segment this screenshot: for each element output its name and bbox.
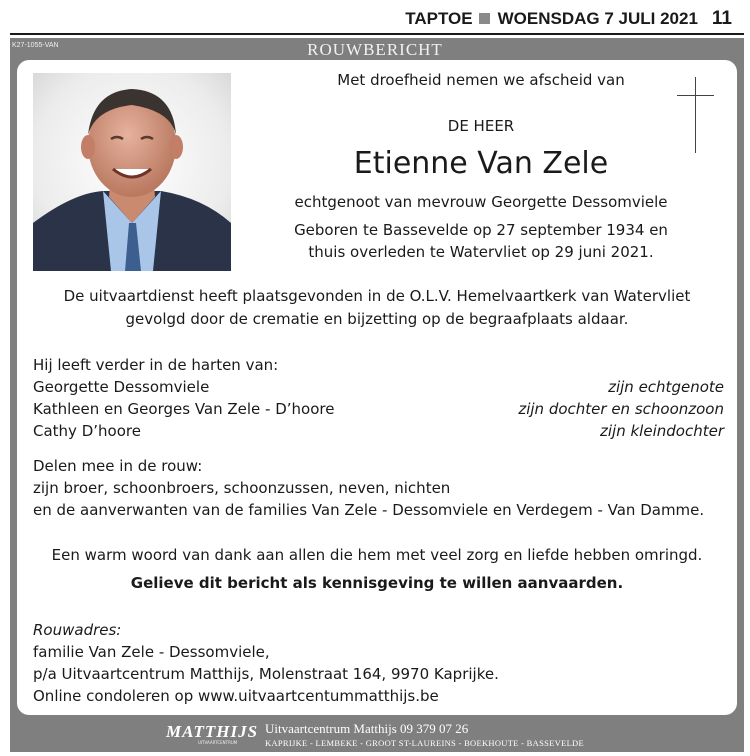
header-text [405,8,732,30]
thanks-text: Een warm woord van dank aan allen die hem met veel zorg en liefde hebben omringd. [51,546,703,564]
issue-date: WOENSDAG 7 JULI 2021 [497,9,698,28]
header-rule [10,33,744,35]
survivor-name: Kathleen en Georges Van Zele - D’hoore [33,400,335,418]
survivor-name: Georgette Dessomviele [33,378,210,396]
survivor-relation: zijn echtgenote [608,378,724,396]
survivors-heading: Hij leeft verder in de harten van: [33,356,279,374]
service-line-1: De uitvaartdienst heeft plaatsgevonden in de O.L.V. Hemelvaartkerk van Watervliet [63,287,691,305]
cross-icon-bar [677,95,714,96]
spouse-line: echtgenoot van mevrouw Georgette Dessomviele [294,193,668,211]
request-text: Gelieve dit bericht als kennisgeving te willen aanvaarden. [130,574,624,592]
reference-code: K27-1055-VAN [12,42,59,49]
notice-title: ROUWBERICHT [307,40,443,59]
death-line: thuis overleden te Watervliet op 29 juni 2021. [308,243,654,261]
birth-line: Geboren te Bassevelde op 27 september 1934 en [294,221,668,239]
paper-name: TAPTOE [405,9,473,28]
mourning-line-1: zijn broer, schoonbroers, schoonzussen, neven, nichten [33,479,451,497]
mourning-line-2: en de aanverwanten van de families Van Zele - Dessomviele en Verdegem - Van Damme. [33,501,705,519]
funeral-home-locations: KAPRIJKE - LEMBEKE - GROOT ST-LAUREINS - BOEKHOUTE - BASSEVELDE [265,738,584,748]
survivor-relation: zijn kleindochter [600,422,724,440]
mourning-heading: Delen mee in de rouw: [33,457,203,475]
survivor-name: Cathy D’hoore [33,422,141,440]
intro-text: Met droefheid nemen we afscheid van [337,71,625,89]
page-number: 11 [711,8,732,29]
salutation: DE HEER [447,117,515,135]
newspaper-header [0,0,750,38]
address-line-2: p/a Uitvaartcentrum Matthijs, Molenstraat 164, 9970 Kaprijke. [33,665,499,683]
funeral-home-logo: MATTHIJS [166,722,259,741]
address-heading: Rouwadres: [33,621,122,639]
square-bullet-icon [479,13,490,24]
deceased-name: Etienne Van Zele [353,146,609,181]
survivor-relation: zijn dochter en schoonzoon [518,400,724,418]
portrait-photo [33,73,231,271]
online-condolence-link[interactable]: Online condoleren op www.uitvaartcentummatthijs.be [33,687,439,705]
logo-subtitle: UITVAARTCENTRUM [198,740,238,745]
funeral-home-contact: Uitvaartcentrum Matthijs 09 379 07 26 [265,721,469,736]
address-line-1: familie Van Zele - Dessomviele, [33,643,270,661]
service-line-2: gevolgd door de crematie en bijzetting op de begraafplaats aldaar. [125,310,629,328]
